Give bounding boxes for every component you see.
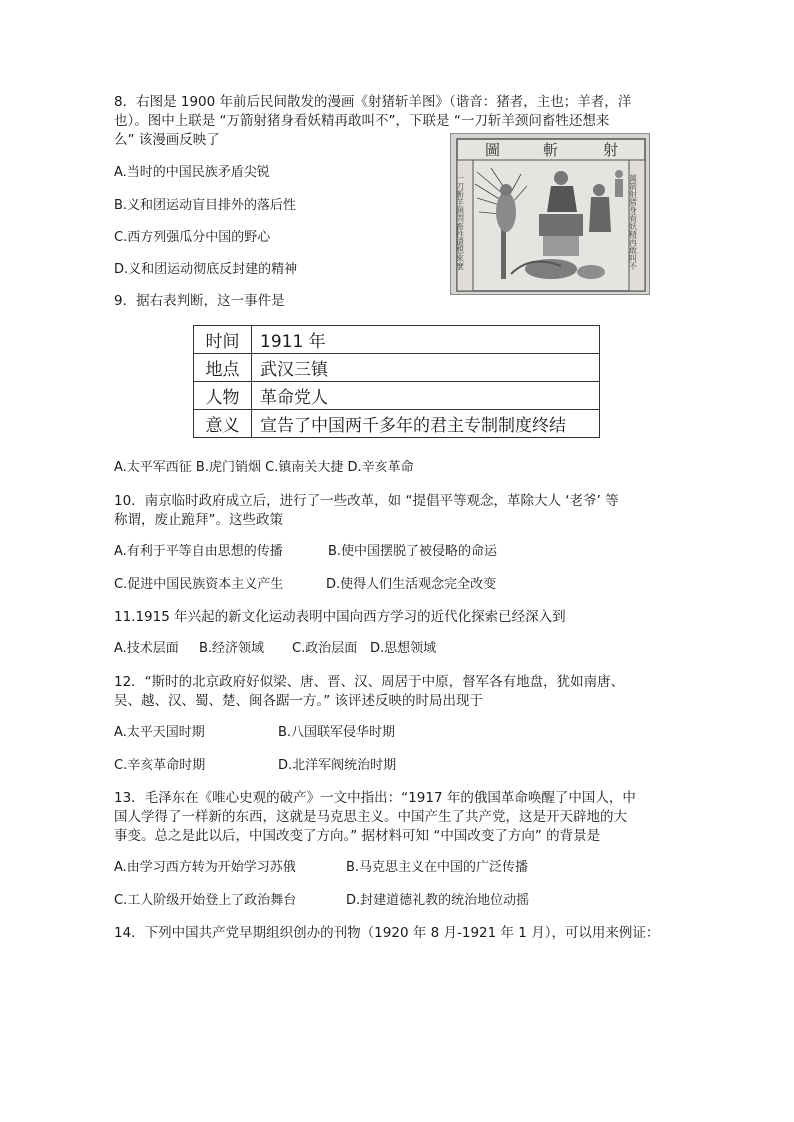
- table-key: 时间: [194, 326, 252, 354]
- q8-option-b: B.义和团运动盲目排外的落后性: [114, 198, 297, 213]
- q12-option-d: D.北洋军阀统治时期: [278, 758, 397, 773]
- q12-option-c: C.辛亥革命时期: [114, 758, 206, 773]
- q12-option-b: B.八国联军侵华时期: [278, 725, 396, 740]
- q8-stem-line1: 8．右图是 1900 年前后民间散发的漫画《射猪斩羊图》（谐音：猪者，主也；羊者，洋: [114, 94, 632, 110]
- left-scroll-text: 一刀斬羊頸問畜牲還想來麼: [455, 174, 465, 270]
- q9-stem: 9．据右表判断，这一事件是: [114, 293, 285, 309]
- table-value: 1911 年: [252, 326, 600, 354]
- q8-stem-line2: 也）。图中上联是 “万箭射猪身看妖精再敢叫不”，下联是 “一刀斩羊颈问畜牲还想来: [114, 113, 610, 129]
- q11-stem: 11.1915 年兴起的新文化运动表明中国向西方学习的近代化探索已经深入到: [114, 609, 566, 625]
- q9-info-table: [193, 325, 600, 438]
- q10-stem-line2: 称谓，废止跪拜”。这些政策: [114, 512, 283, 528]
- caption-char-1: 圖: [485, 141, 501, 159]
- q10-option-b: B.使中国摆脱了被侵略的命运: [328, 544, 498, 559]
- q14-stem: 14．下列中国共产党早期组织创办的刊物（1920 年 8 月-1921 年 1 月），可以用来例证：: [114, 925, 660, 941]
- q13-option-c: C.工人阶级开始登上了政治舞台: [114, 893, 297, 908]
- q13-stem-line1: 13．毛泽东在《唯心史观的破产》一文中指出：“1917 年的俄国革命唤醒了中国人，中: [114, 790, 636, 806]
- q11-option-d: D.思想领域: [370, 641, 437, 656]
- table-value: 宣告了中国两千多年的君主专制制度终结: [252, 410, 600, 438]
- q13-option-d: D.封建道德礼教的统治地位动摇: [346, 893, 530, 908]
- q8-option-c: C.西方列强瓜分中国的野心: [114, 230, 271, 245]
- q10-option-c: C.促进中国民族资本主义产生: [114, 577, 284, 592]
- q8-option-a: A.当时的中国民族矛盾尖锐: [114, 165, 270, 180]
- table-row: [194, 354, 600, 382]
- q11-option-b: B.经济领域: [199, 641, 265, 656]
- q8-stem-line3: 么” 该漫画反映了: [114, 132, 220, 148]
- table-row: [194, 410, 600, 438]
- table-row: [194, 326, 600, 354]
- table-key: 人物: [194, 382, 252, 410]
- caption-char-3: 射: [603, 141, 619, 159]
- q10-stem-line1: 10．南京临时政府成立后，进行了一些改革，如 “提倡平等观念，革除大人 ‘老爷’ 等: [114, 493, 619, 509]
- right-scroll-text: 萬箭射猪身看妖精再敢叫不: [628, 174, 638, 270]
- q9-options: A.太平军西征 B.虎门销烟 C.镇南关大捷 D.辛亥革命: [114, 460, 414, 475]
- q12-stem-line2: 吴、越、汉、蜀、楚、闽各踞一方。” 该评述反映的时局出现于: [114, 693, 484, 709]
- table-value: 武汉三镇: [252, 354, 600, 382]
- q13-stem-line2: 国人学得了一样新的东西，这就是马克思主义。中国产生了共产党，这是开天辟地的大: [114, 809, 627, 825]
- q12-option-a: A.太平天国时期: [114, 725, 205, 740]
- q13-stem-line3: 事变。总之是此以后，中国改变了方向。” 据材料可知 “中国改变了方向” 的背景是: [114, 828, 601, 844]
- q11-option-c: C.政治层面: [292, 641, 358, 656]
- q13-option-a: A.由学习西方转为开始学习苏俄: [114, 860, 296, 875]
- satirical-cartoon-image: [450, 133, 650, 295]
- q11-option-a: A.技术层面: [114, 641, 179, 656]
- table-key: 地点: [194, 354, 252, 382]
- q12-stem-line1: 12．“斯时的北京政府好似梁、唐、晋、汉、周居于中原，督军各有地盘，犹如南唐、: [114, 674, 625, 690]
- table-value: 革命党人: [252, 382, 600, 410]
- q10-option-d: D.使得人们生活观念完全改变: [326, 577, 497, 592]
- q10-option-a: A.有利于平等自由思想的传播: [114, 544, 283, 559]
- table-key: 意义: [194, 410, 252, 438]
- caption-char-2: 斬: [543, 141, 559, 159]
- table-row: [194, 382, 600, 410]
- q8-option-d: D.义和团运动彻底反封建的精神: [114, 262, 298, 277]
- q13-option-b: B.马克思主义在中国的广泛传播: [346, 860, 529, 875]
